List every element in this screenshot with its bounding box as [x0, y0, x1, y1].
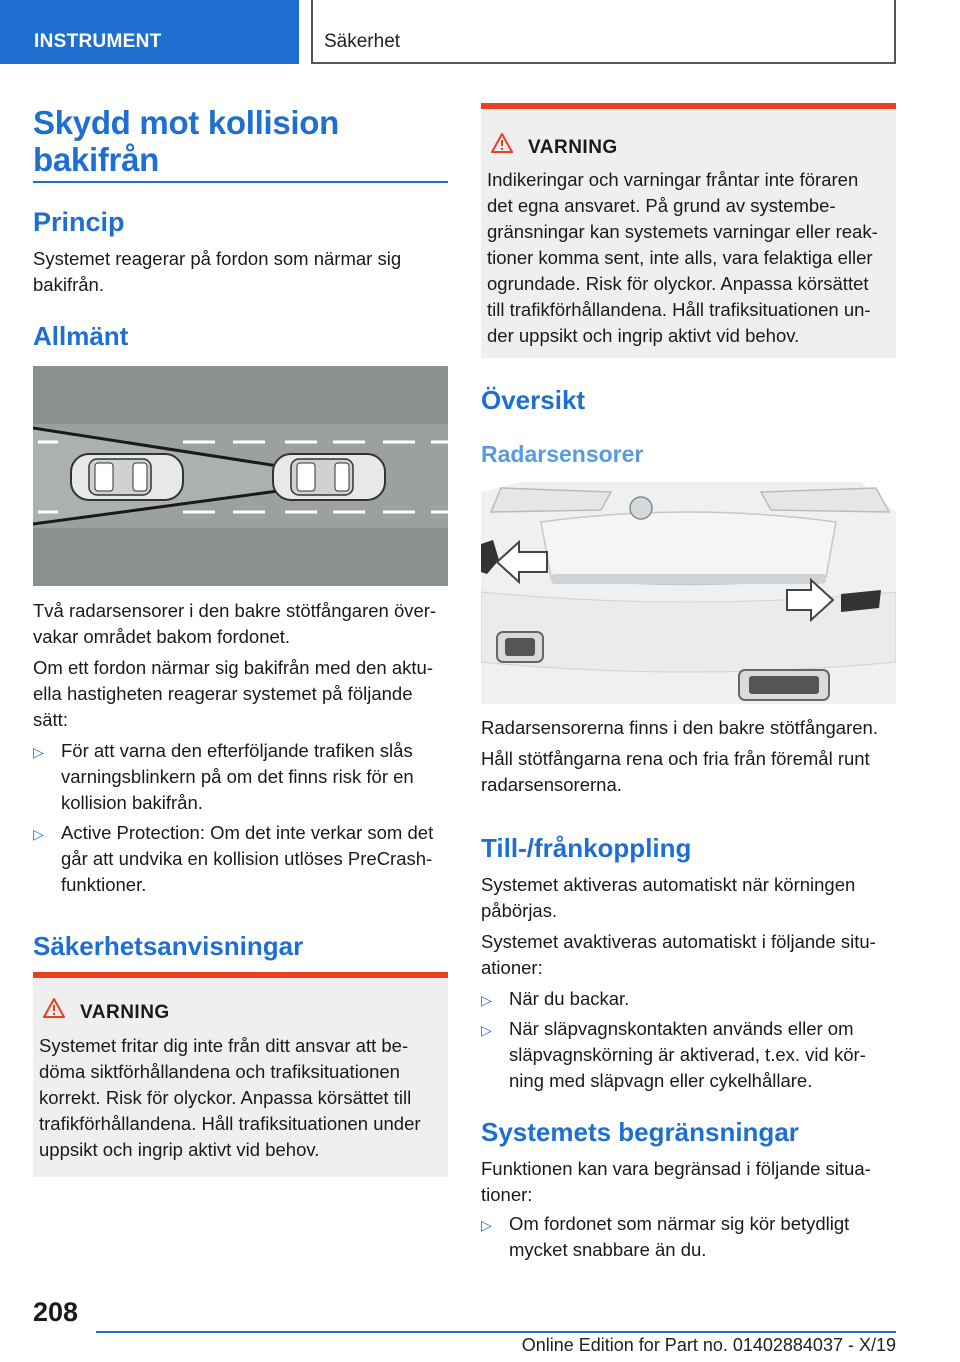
list-item-line: släpvagnskörning är aktiverad, t.ex. vid kör-	[509, 1044, 866, 1065]
warning-triangle-icon	[43, 998, 65, 1018]
list-item-line: varningsblinkern på om det finns risk för en	[61, 766, 414, 787]
para1-line-1: Två radarsensorer i den bakre stötfångaren över-	[33, 600, 437, 621]
triangle-bullet-icon: ▷	[481, 992, 492, 1008]
toggle-text-2-line-2: ationer:	[481, 957, 543, 978]
triangle-bullet-icon: ▷	[481, 1022, 492, 1038]
radar-text-2-line-2: radarsensorerna.	[481, 774, 622, 795]
toggle-heading: Till-/frånkoppling	[481, 833, 692, 863]
triangle-bullet-icon: ▷	[481, 1217, 492, 1233]
radar-text-1: Radarsensorerna finns i den bakre stötfångaren.	[481, 717, 878, 738]
warning-text	[487, 167, 892, 349]
warning-line: döma siktförhållandena och trafiksituationen	[39, 1061, 400, 1082]
warning-line: gränsningar kan systemets varningar eller reak-	[487, 221, 878, 242]
principle-text-line-1: Systemet reagerar på fordon som närmar sig	[33, 248, 402, 269]
warning-box	[33, 972, 448, 1177]
warning-line: ogrundade. Risk för olyckor. Anpassa körsättet	[487, 273, 869, 294]
page-title-line-1: Skydd mot kollision	[33, 104, 340, 141]
list-item	[481, 1211, 896, 1265]
own-car-icon	[273, 454, 385, 500]
warning-line: trafikförhållandena. Håll trafiksituationen under	[39, 1113, 421, 1134]
list-item	[33, 820, 448, 900]
list-item	[481, 986, 896, 1014]
toggle-text-2-line-1: Systemet avaktiveras automatiskt i följande situ-	[481, 931, 876, 952]
warning-line: Indikeringar och varningar fråntar inte föraren	[487, 169, 859, 190]
list-item-line: När släpvagnskontakten används eller om	[509, 1018, 854, 1039]
list-item-line: Active Protection: Om det inte verkar som det	[61, 822, 434, 843]
overview-heading: Översikt	[481, 385, 586, 415]
safety-heading: Säkerhetsanvisningar	[33, 931, 304, 961]
warning-box	[481, 103, 896, 358]
list-item-line: När du backar.	[509, 988, 630, 1009]
general-heading: Allmänt	[33, 321, 129, 351]
warning-line: till trafikförhållandena. Håll trafiksituationen un-	[487, 299, 871, 320]
list-item-line: mycket snabbare än du.	[509, 1239, 707, 1260]
header-chapter-label: INSTRUMENT	[34, 31, 162, 52]
warning-line: uppsikt och ingrip aktivt vid behov.	[39, 1139, 320, 1160]
triangle-bullet-icon: ▷	[33, 744, 44, 760]
limits-heading: Systemets begränsningar	[481, 1117, 799, 1147]
rear-bumper-illustration	[481, 482, 896, 704]
para1-line-2: vakar området bakom fordonet.	[33, 626, 291, 647]
triangle-bullet-icon: ▷	[33, 826, 44, 842]
list-item-line: funktioner.	[61, 874, 147, 895]
list-item-line: går att undvika en kollision utlöses PreCrash-	[61, 848, 433, 869]
warning-line: Systemet fritar dig inte från ditt ansvar att be-	[39, 1035, 409, 1056]
rear-bumper-diagram	[481, 482, 896, 704]
road-illustration	[33, 366, 448, 586]
limits-text-line-1: Funktionen kan vara begränsad i följande situa-	[481, 1158, 871, 1179]
warning-title: VARNING	[528, 137, 618, 158]
para2-line-1: Om ett fordon närmar sig bakifrån med den aktu-	[33, 657, 433, 678]
para2-line-3: sätt:	[33, 709, 68, 730]
warning-line: det egna ansvaret. På grund av systembe-	[487, 195, 836, 216]
warning-line: tioner komma sent, inte alls, vara felaktiga eller	[487, 247, 873, 268]
warning-text	[39, 1033, 444, 1163]
rear-car-icon	[71, 454, 183, 500]
road-diagram	[33, 366, 448, 586]
radar-heading: Radarsensorer	[481, 441, 644, 467]
footer-edition: Online Edition for Part no. 01402884037 - X/19	[521, 1335, 896, 1355]
principle-heading: Princip	[33, 207, 125, 237]
para2-line-2: ella hastigheten reagerar systemet på följande	[33, 683, 413, 704]
warning-line: der uppsikt och ingrip aktivt vid behov.	[487, 325, 800, 346]
warning-triangle-icon	[491, 133, 513, 153]
list-item-line: ning med släpvagn eller cykelhållare.	[509, 1070, 813, 1091]
footer-rule	[96, 1331, 896, 1333]
page-title-line-2: bakifrån	[33, 141, 159, 178]
warning-line: korrekt. Risk för olyckor. Anpassa körsättet till	[39, 1087, 412, 1108]
title-rule	[33, 181, 448, 183]
list-item-line: För att varna den efterföljande trafiken slås	[61, 740, 413, 761]
header-section-label: Säkerhet	[324, 31, 401, 52]
list-item	[481, 1016, 896, 1096]
limits-text-line-2: tioner:	[481, 1184, 533, 1205]
list-item	[33, 738, 448, 818]
list-item-line: Om fordonet som närmar sig kör betydligt	[509, 1213, 850, 1234]
list-item-line: kollision bakifrån.	[61, 792, 203, 813]
toggle-text-1-line-1: Systemet aktiveras automatiskt när körningen	[481, 874, 856, 895]
toggle-text-1-line-2: påbörjas.	[481, 900, 558, 921]
radar-text-2-line-1: Håll stötfångarna rena och fria från föremål runt	[481, 748, 870, 769]
warning-title: VARNING	[80, 1002, 170, 1023]
principle-text-line-2: bakifrån.	[33, 274, 104, 295]
page-number: 208	[33, 1297, 79, 1327]
